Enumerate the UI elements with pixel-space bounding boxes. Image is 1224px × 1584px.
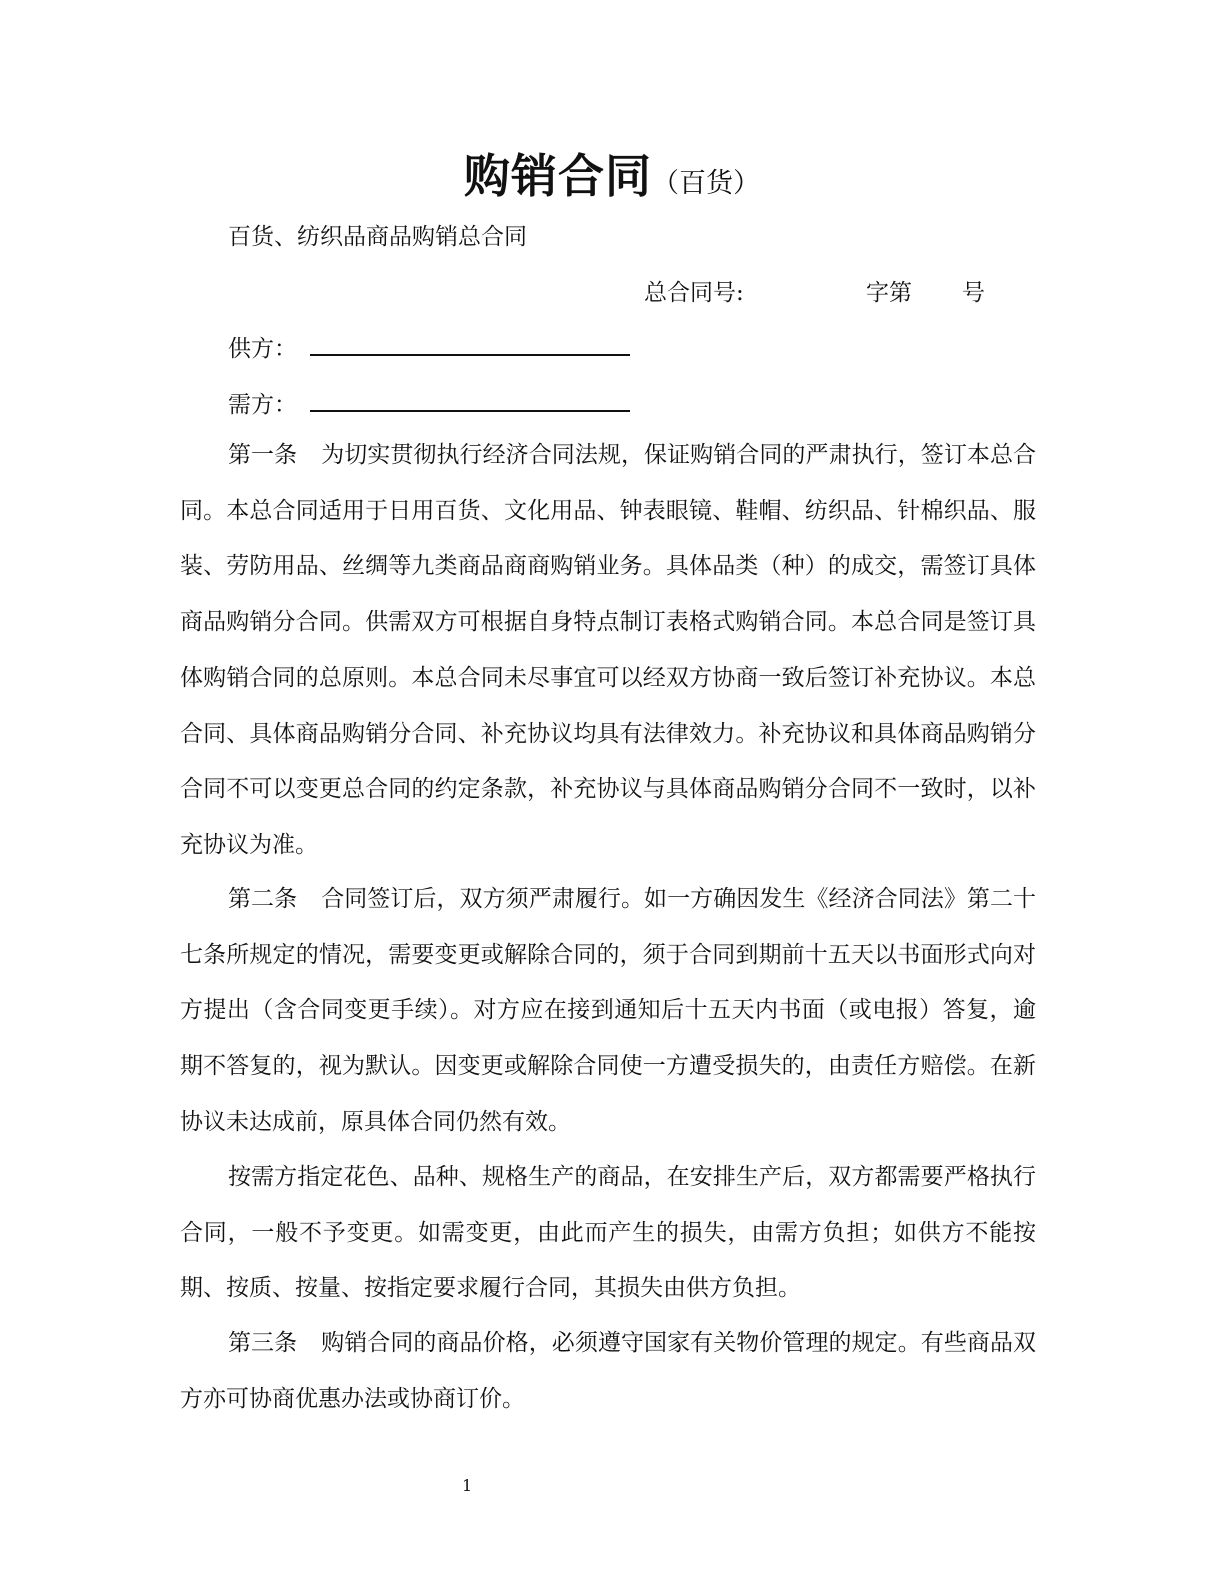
- contract-subtitle: 百货、纺织品商品购销总合同: [228, 224, 527, 250]
- page-number: 1: [462, 1476, 473, 1495]
- document-title: [0, 140, 1224, 206]
- article-2-label: 第二条: [228, 886, 298, 912]
- supplier-line: [228, 330, 630, 362]
- buyer-blank-line: [310, 390, 630, 412]
- contract-number-label: 总合同号:: [644, 280, 744, 306]
- article-2-text: 合同签订后，双方须严肃履行。如一方确因发生《经济合同法》第二十七条所规定的情况，需要变更或解除合同的，须于合同到期前十五天以书面形式向对方提出（含合同变更手续）。对方应在接到通知后十五天内书面（或电报）答复，逾期不答复的，视为默认。因变更或解除合同使一方遭受损失的，由责任方赔偿。在新协议未达成前，原具体合同仍然有效。: [180, 886, 1037, 1135]
- article-3-label: 第三条: [228, 1330, 298, 1356]
- contract-number-hao: 号: [962, 280, 985, 306]
- article-1-text: 为切实贯彻执行经济合同法规，保证购销合同的严肃执行，签订本总合同。本总合同适用于日用百货、文化用品、钟表眼镜、鞋帽、纺织品、针棉织品、服装、劳防用品、丝绸等九类商品商商购销业务。具体品类（种）的成交，需签订具体商品购销分合同。供需双方可根据自身特点制订表格式购销合同。本总合同是签订具体购销合同的总原则。本总合同未尽事宜可以经双方协商一致后签订补充协议。本总合同、具体商品购销分合同、补充协议均具有法律效力。补充协议和具体商品购销分合同不可以变更总合同的约定条款，补充协议与具体商品购销分合同不一致时，以补充协议为准。: [180, 442, 1037, 858]
- article-1-label: 第一条: [228, 442, 298, 468]
- contract-number-zi-di: 字第: [866, 280, 912, 306]
- buyer-line: [228, 386, 630, 418]
- title-subtitle-category: （百货）: [652, 168, 760, 199]
- article-2-supplement-text: 按需方指定花色、品种、规格生产的商品，在安排生产后，双方都需要严格执行合同，一般不予变更。如需变更，由此而产生的损失，由需方负担；如供方不能按期、按质、按量、按指定要求履行合同，其损失由供方负担。: [180, 1164, 1036, 1302]
- article-2-paragraph: [180, 872, 1036, 1151]
- supplier-label: 供方：: [228, 336, 297, 362]
- article-1-paragraph: [180, 428, 1036, 874]
- contract-number-line: [644, 274, 985, 307]
- article-2-supplement-paragraph: [180, 1150, 1036, 1317]
- article-3-paragraph: [180, 1316, 1036, 1427]
- title-main: 购销合同: [464, 149, 652, 203]
- buyer-label: 需方：: [228, 392, 297, 418]
- supplier-blank-line: [310, 334, 630, 356]
- article-3-text: 购销合同的商品价格，必须遵守国家有关物价管理的规定。有些商品双方亦可协商优惠办法或协商订价。: [180, 1330, 1037, 1412]
